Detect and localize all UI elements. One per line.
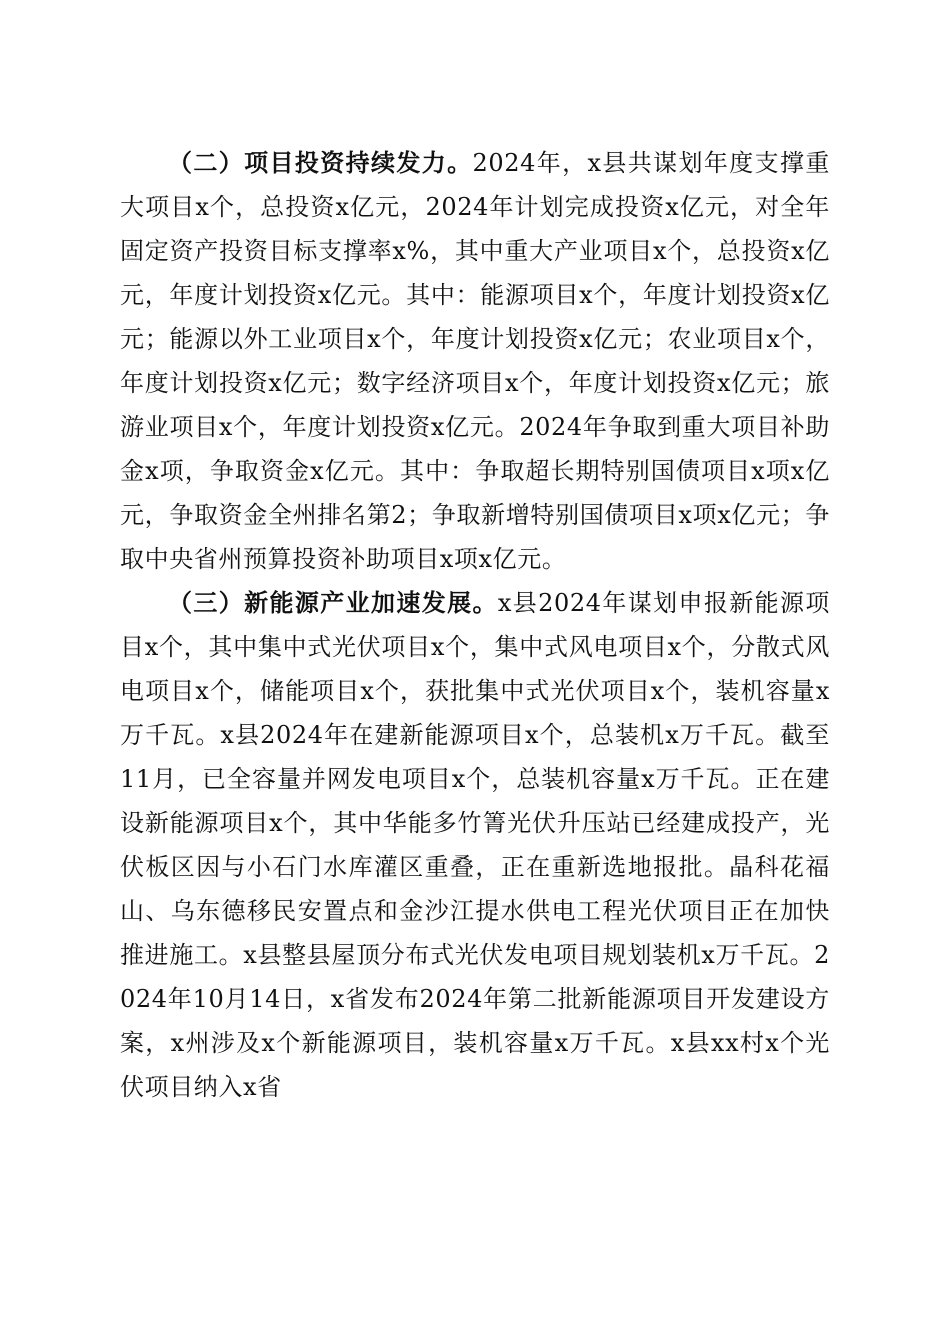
paragraph-text: 2024年，x县共谋划年度支撑重大项目x个，总投资x亿元，2024年计划完成投资x亿元，对全年固定资产投资目标支撑率x%，其中重大产业项目x个，总投资x亿元，年度计划投资x亿元。其中：能源项目x个，年度计划投资x亿元；能源以外工业项目x个，年度计划投资x亿元；农业项目x个，年度计划投资x亿元；数字经济项目x个，年度计划投资x亿元；旅游业项目x个，年度计划投资x亿元。2024年争取到重大项目补助金x项，争取资金x亿元。其中：争取超长期特别国债项目x项x亿元，争取资金全州排名第2；争取新增特别国债项目x项x亿元；争取中央省州预算投资补助项目x项x亿元。	[120, 149, 831, 573]
document-body	[120, 141, 830, 1109]
paragraph-new-energy	[120, 581, 830, 1109]
section-heading-3: （三）新能源产业加速发展。	[168, 589, 498, 617]
paragraph-text: x县2024年谋划申报新能源项目x个，其中集中式光伏项目x个，集中式风电项目x个，分散式风电项目x个，储能项目x个，获批集中式光伏项目x个，装机容量x万千瓦。x县2024年在建新能源项目x个，总装机x万千瓦。截至11月，已全容量并网发电项目x个，总装机容量x万千瓦。正在建设新能源项目x个，其中华能多竹箐光伏升压站已经建成投产，光伏板区因与小石门水库灌区重叠，正在重新选地报批。晶科花福山、乌东德移民安置点和金沙江提水供电工程光伏项目正在加快推进施工。x县整县屋顶分布式光伏发电项目规划装机x万千瓦。2024年10月14日，x省发布2024年第二批新能源项目开发建设方案，x州涉及x个新能源项目，装机容量x万千瓦。x县xx村x个光伏项目纳入x省	[120, 589, 830, 1101]
paragraph-project-investment	[120, 141, 830, 581]
section-heading-2: （二）项目投资持续发力。	[168, 149, 473, 177]
